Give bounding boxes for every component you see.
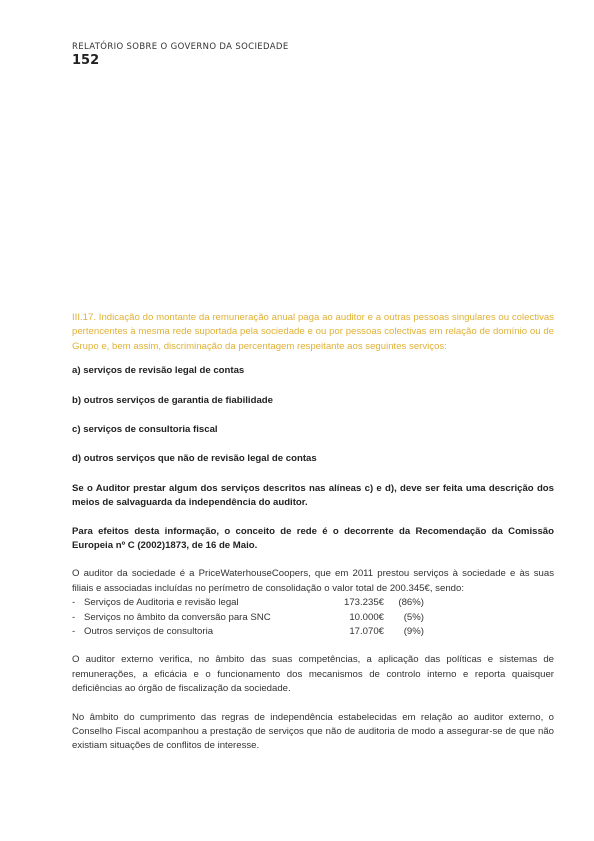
list-item-d: d) outros serviços que não de revisão legal de contas [72,453,317,465]
service-percent: (5%) [403,611,424,623]
services-list [72,596,554,639]
bullet-dash: - [72,611,76,623]
report-title: RELATÓRIO SOBRE O GOVERNO DA SOCIEDADE [72,42,289,52]
service-amount: 10.000€ [349,611,384,623]
independence-paragraph: No âmbito do cumprimento das regras de independência estabelecidas em relação ao auditor externo, o Conselho Fiscal acompanhou a prestação de serviços que não de auditoria de modo a assegurar-se de que não existiam situações de conflitos de interesse. [72,711,554,752]
page-number: 152 [72,53,100,68]
service-percent: (9%) [403,626,424,638]
bullet-dash: - [72,626,76,638]
bullet-dash: - [72,597,76,609]
network-note: Para efeitos desta informação, o conceito de rede é o decorrente da Recomendação da Comissão Europeia nº C (2002)1873, de 16 de Maio. [72,525,554,552]
list-item-a: a) serviços de revisão legal de contas [72,365,245,377]
list-item-c: c) serviços de consultoria fiscal [72,424,218,436]
service-label: Outros serviços de consultoria [84,626,214,638]
service-percent: (86%) [398,597,424,609]
service-label: Serviços de Auditoria e revisão legal [84,597,239,609]
auditor-intro: O auditor da sociedade é a PriceWaterhouseCoopers, que em 2011 prestou serviços à sociedade e às suas filiais e associadas incluídas no perímetro de consolidação o valor total de 200.345€, sendo: [72,568,554,594]
list-item-b: b) outros serviços de garantia de fiabilidade [72,394,273,406]
service-row [72,611,554,625]
service-amount: 173.235€ [343,597,384,609]
service-row [72,596,554,610]
service-amount: 17.070€ [349,626,384,638]
service-label: Serviços no âmbito da conversão para SNC [84,611,271,623]
section-content [72,311,554,754]
section-heading: III.17. Indicação do montante da remuneração anual paga ao auditor e a outras pessoas singulares ou colectivas pertencentes à mesma rede suportada pela sociedade e ou por pessoas colectivas em relação de domínio ou de Grupo e, bem assim, discriminação da percentagem respeitante aos seguintes serviços: [72,312,554,352]
safeguard-note: Se o Auditor prestar algum dos serviços descritos nas alíneas c) e d), deve ser feita uma descrição dos meios de salvaguarda da independência do auditor. [72,482,554,509]
service-row [72,625,554,639]
verification-paragraph: O auditor externo verifica, no âmbito das suas competências, a aplicação das políticas e sistemas de remunerações, a eficácia e o funcionamento dos mecanismos de controlo interno e reporta quaisquer deficiências ao órgão de fiscalização da sociedade. [72,654,554,695]
